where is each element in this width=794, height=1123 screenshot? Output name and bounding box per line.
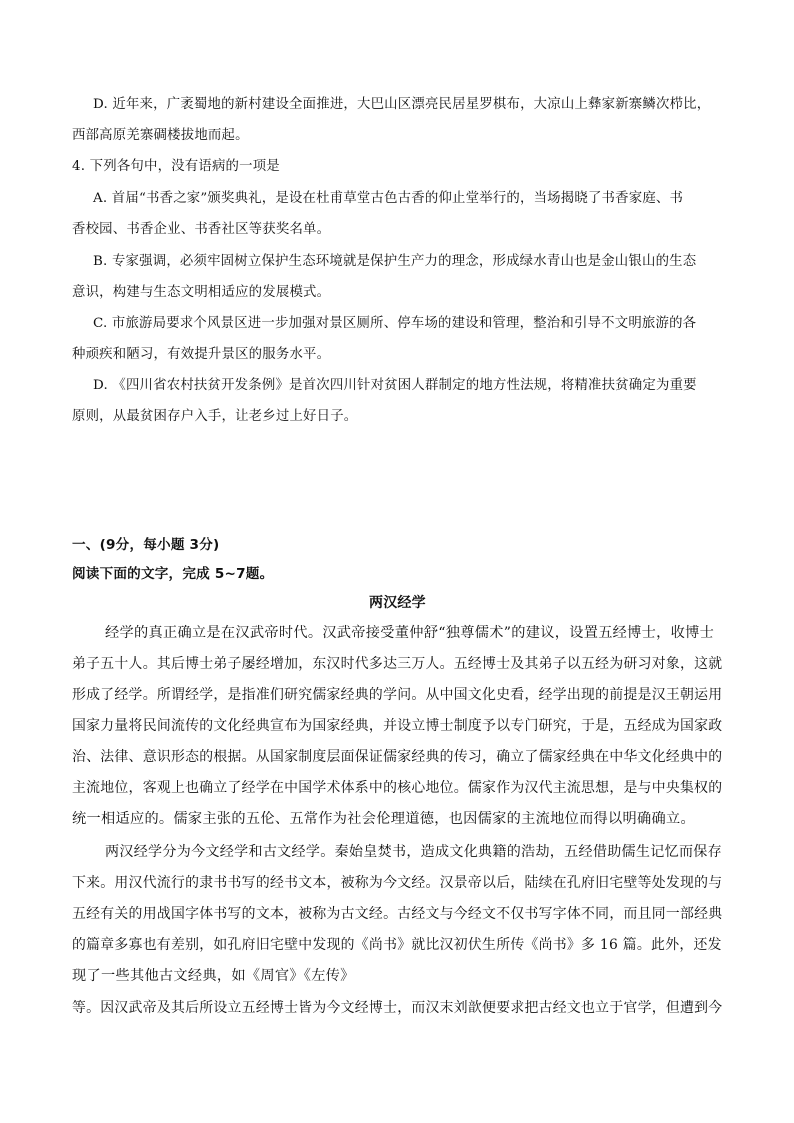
passage-line: 治、法律、意识形态的根据。从国家制度层面保证儒家经典的传习，确立了儒家经典在中华文化经典中的 <box>72 749 723 765</box>
q4-option-c-line2: 种顽疾和陋习，有效提升景区的服务水平。 <box>72 347 331 362</box>
passage-line: 五经有关的用战国字体书写的文本，被称为古文经。古经文与今经文不仅书写字体不同，而且同一部经典 <box>72 906 723 922</box>
passage-line: 现了一些其他古文经典，如《周官》《左传》 <box>72 968 355 984</box>
q4-option-a-line1: A. 首届“书香之家”颁奖典礼，是设在杜甫草堂古色古香的仰止堂举行的，当场揭晓了书香家庭、书 <box>93 191 684 206</box>
q3-option-d-line2: 西部高原羌寨碉楼拔地而起。 <box>72 128 249 143</box>
section-heading: 一、(9分，每小题 3分) <box>72 537 220 553</box>
q4-option-d-line1: D. 《四川省农村扶贫开发条例》是首次四川针对贫困人群制定的地方性法规，将精准扶贫确定为重要 <box>93 378 697 393</box>
q4-option-c-line1: C. 市旅游局要求个风景区进一步加强对景区厕所、停车场的建设和管理，整治和引导不文明旅游的各 <box>93 316 697 331</box>
passage-line: 主流地位，客观上也确立了经学在中国学术体系中的核心地位。儒家作为汉代主流思想，是与中央集权的 <box>72 780 723 796</box>
passage-line: 统一相适应的。儒家主张的五伦、五常作为社会伦理道德，也因儒家的主流地位而得以明确确立。 <box>72 811 695 827</box>
passage-line: 弟子五十人。其后博士弟子屡经增加，东汉时代多达三万人。五经博士及其弟子以五经为研习对象，这就 <box>72 656 723 672</box>
passage-title: 两汉经学 <box>369 595 426 611</box>
passage-line: 等。因汉武帝及其后所设立五经博士皆为今文经博士，而汉末刘歆便要求把古经文也立于官学，但遭到今 <box>72 1000 723 1016</box>
passage-line: 两汉经学分为今文经学和古文经学。秦始皇焚书，造成文化典籍的浩劫，五经借助儒生记忆而保存 <box>105 844 722 860</box>
passage-line: 经学的真正确立是在汉武帝时代。汉武帝接受董仲舒“独尊儒术”的建议，设置五经博士，收博士 <box>105 625 715 641</box>
passage-line: 的篇章多寡也有差别，如孔府旧宅壁中发现的《尚书》就比汉初伏生所传《尚书》多 16 篇。此外，还发 <box>72 937 722 953</box>
passage-line: 国家力量将民间流传的文化经典宣布为国家经典，并设立博士制度予以专门研究，于是，五经成为国家政 <box>72 718 723 734</box>
passage-line: 下来。用汉代流行的隶书书写的经书文本，被称为今文经。汉景帝以后，陆续在孔府旧宅壁等处发现的与 <box>72 875 723 891</box>
q4-option-d-line2: 原则，从最贫困存户入手，让老乡过上好日子。 <box>72 409 358 424</box>
q4-option-b-line2: 意识，构建与生态文明相适应的发展模式。 <box>72 285 331 300</box>
q4-stem: 4. 下列各句中，没有语病的一项是 <box>72 159 280 174</box>
q4-option-b-line1: B. 专家强调，必须牢固树立保护生态环境就是保护生产力的理念，形成绿水青山也是金山银山的生态 <box>93 254 697 269</box>
q3-option-d-line1: D. 近年来，广袤蜀地的新村建设全面推进，大巴山区漂亮民居星罗棋布，大凉山上彝家新寨鳞次栉比， <box>93 97 711 112</box>
section-instruction: 阅读下面的文字，完成 5~7题。 <box>72 566 274 582</box>
passage-line: 形成了经学。所谓经学，是指准们研究儒家经典的学问。从中国文化史看，经学出现的前提是汉王朝运用 <box>72 687 723 703</box>
q4-option-a-line2: 香校园、书香企业、书香社区等获奖名单。 <box>72 222 331 237</box>
